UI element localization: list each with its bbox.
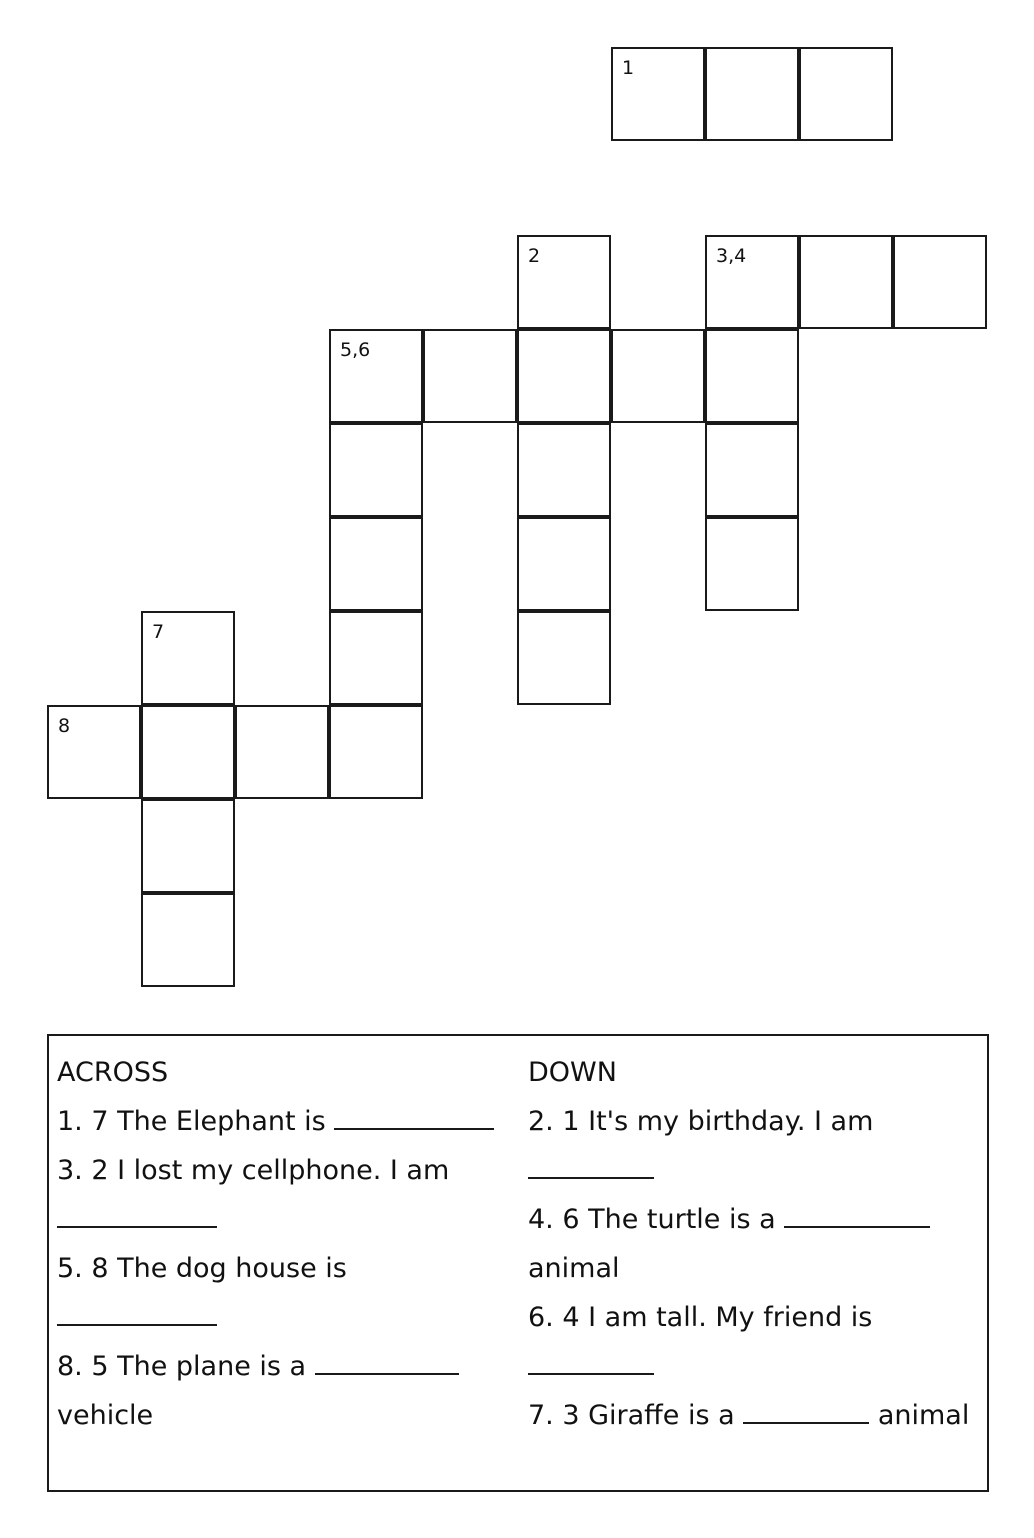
crossword-cell[interactable] xyxy=(517,235,611,329)
crossword-cell[interactable] xyxy=(329,423,423,517)
crossword-cell[interactable] xyxy=(141,893,235,987)
answer-blank[interactable] xyxy=(315,1351,459,1375)
clue-text: animal xyxy=(528,1253,620,1284)
clue-text: vehicle xyxy=(57,1400,154,1431)
answer-blank[interactable] xyxy=(57,1204,217,1228)
answer-blank[interactable] xyxy=(57,1302,217,1326)
clue-text: 1. 7 The Elephant is xyxy=(57,1106,335,1137)
across-clue-8-tail xyxy=(57,1391,507,1440)
crossword-cell[interactable] xyxy=(705,47,799,141)
crossword-cell[interactable] xyxy=(893,235,987,329)
down-heading: DOWN xyxy=(528,1057,617,1088)
cell-number: 3,4 xyxy=(716,245,747,267)
crossword-cell[interactable] xyxy=(799,235,893,329)
crossword-cell[interactable] xyxy=(329,517,423,611)
crossword-cell[interactable] xyxy=(329,705,423,799)
clues-box xyxy=(47,1034,989,1492)
down-clue-4 xyxy=(528,1195,978,1244)
cell-number: 5,6 xyxy=(340,339,371,361)
answer-blank[interactable] xyxy=(334,1106,494,1130)
crossword-cell[interactable] xyxy=(517,517,611,611)
cell-number: 1 xyxy=(622,57,635,79)
crossword-cell[interactable] xyxy=(799,47,893,141)
crossword-cell[interactable] xyxy=(329,329,423,423)
crossword-cell[interactable] xyxy=(705,517,799,611)
answer-blank[interactable] xyxy=(743,1400,869,1424)
cell-number: 2 xyxy=(528,245,541,267)
across-clue-8 xyxy=(57,1342,507,1391)
crossword-cell[interactable] xyxy=(517,423,611,517)
clue-text: 8. 5 The plane is a xyxy=(57,1351,315,1382)
down-clue-6 xyxy=(528,1293,978,1342)
crossword-cell[interactable] xyxy=(705,235,799,329)
crossword-cell[interactable] xyxy=(517,329,611,423)
clue-text: 7. 3 Giraffe is a xyxy=(528,1400,744,1431)
clue-text: animal xyxy=(869,1400,970,1431)
across-clues xyxy=(57,1048,507,1440)
clue-text: 5. 8 The dog house is xyxy=(57,1253,347,1284)
cell-number: 7 xyxy=(152,621,165,643)
crossword-cell[interactable] xyxy=(47,705,141,799)
crossword-cell[interactable] xyxy=(141,705,235,799)
cell-number: 8 xyxy=(58,715,71,737)
answer-blank[interactable] xyxy=(784,1204,930,1228)
crossword-cell[interactable] xyxy=(141,611,235,705)
crossword-cell[interactable] xyxy=(705,329,799,423)
crossword-cell[interactable] xyxy=(611,47,705,141)
across-clue-3 xyxy=(57,1146,507,1195)
answer-blank[interactable] xyxy=(528,1155,654,1179)
clue-text: 2. 1 It's my birthday. I am xyxy=(528,1106,874,1137)
crossword-cell[interactable] xyxy=(705,423,799,517)
clue-text: 4. 6 The turtle is a xyxy=(528,1204,785,1235)
across-clue-5-blank-line xyxy=(57,1293,507,1342)
crossword-cell[interactable] xyxy=(611,329,705,423)
across-clue-5 xyxy=(57,1244,507,1293)
down-clue-4-tail xyxy=(528,1244,978,1293)
clue-text: 6. 4 I am tall. My friend is xyxy=(528,1302,873,1333)
across-clue-1 xyxy=(57,1097,507,1146)
crossword-cell[interactable] xyxy=(235,705,329,799)
down-clue-2 xyxy=(528,1097,978,1146)
crossword-cell[interactable] xyxy=(517,611,611,705)
across-clue-3-blank-line xyxy=(57,1195,507,1244)
crossword-cell[interactable] xyxy=(423,329,517,423)
crossword-cell[interactable] xyxy=(329,611,423,705)
answer-blank[interactable] xyxy=(528,1351,654,1375)
down-clue-7 xyxy=(528,1391,978,1440)
across-heading: ACROSS xyxy=(57,1057,169,1088)
down-clue-6-blank-line xyxy=(528,1342,978,1391)
crossword-cell[interactable] xyxy=(141,799,235,893)
down-clues xyxy=(528,1048,978,1440)
clue-text: 3. 2 I lost my cellphone. I am xyxy=(57,1155,450,1186)
down-clue-2-blank-line xyxy=(528,1146,978,1195)
